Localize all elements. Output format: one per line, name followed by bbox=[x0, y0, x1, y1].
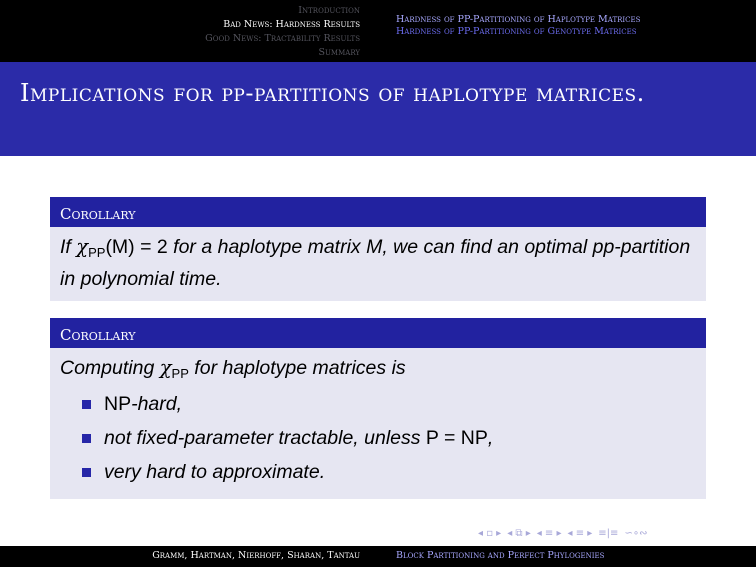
item-text: -hard, bbox=[131, 393, 183, 415]
chi-symbol: χ bbox=[76, 235, 89, 258]
intro-text: Computing bbox=[60, 357, 160, 379]
chi-expression: (M) = 2 bbox=[105, 236, 168, 258]
bullet-square-icon bbox=[82, 434, 91, 443]
item-text: very hard to approximate. bbox=[104, 461, 326, 483]
list-item bbox=[82, 391, 696, 418]
bullet-square-icon bbox=[82, 400, 91, 409]
bullet-square-icon bbox=[82, 468, 91, 477]
nav-section-introduction[interactable]: Introduction bbox=[298, 5, 360, 16]
footer-authors: Gramm, Hartman, Nierhoff, Sharan, Tantau bbox=[0, 546, 378, 567]
intro-text-rest: for haplotype matrices is bbox=[188, 357, 406, 379]
list-item bbox=[82, 425, 696, 452]
nav-subsection-haplotype[interactable]: Hardness of PP-Partitioning of Haplotype Matrices bbox=[396, 14, 641, 25]
nav-section-good-news[interactable]: Good News: Tractability Results bbox=[205, 33, 360, 44]
corollary-body bbox=[50, 348, 706, 499]
subsection-navigation bbox=[378, 0, 756, 62]
corollary-body bbox=[50, 227, 706, 301]
corollary-block-1 bbox=[50, 197, 706, 301]
align-nav-icon[interactable]: ≡|≡ bbox=[598, 528, 619, 539]
corollary-block-2 bbox=[50, 318, 706, 499]
item-text-end: , bbox=[487, 427, 494, 449]
section-nav-icon[interactable]: ◂ ≡ ▸ bbox=[536, 528, 562, 539]
search-icon[interactable]: ∽∘∾ bbox=[624, 528, 648, 539]
np-text: NP bbox=[104, 393, 132, 415]
nav-subsection-genotype[interactable]: Hardness of PP-Partitioning of Genotype Matrices bbox=[396, 26, 637, 37]
section-navigation bbox=[0, 0, 378, 62]
corollary-list bbox=[60, 391, 696, 486]
equation-text: P = NP bbox=[425, 427, 488, 449]
corollary-heading: Corollary bbox=[50, 197, 706, 227]
header-bar bbox=[0, 0, 756, 62]
corollary-heading: Corollary bbox=[50, 318, 706, 348]
nav-section-bad-news[interactable]: Bad News: Hardness Results bbox=[223, 19, 360, 30]
subsection-frame-nav-icon[interactable]: ◂ ⧉ ▸ bbox=[507, 528, 531, 539]
footer-talk-title: Block Partitioning and Perfect Phylogenies bbox=[378, 546, 756, 567]
subsection-nav-icon[interactable]: ◂ ≡ ▸ bbox=[567, 528, 593, 539]
footer-bar bbox=[0, 546, 756, 567]
chi-symbol: χ bbox=[159, 356, 172, 379]
navigation-symbols bbox=[478, 528, 748, 542]
corollary-intro bbox=[60, 354, 696, 387]
frame-title: Implications for pp-partitions of haplotype matrices. bbox=[0, 62, 756, 156]
nav-section-summary[interactable]: Summary bbox=[318, 47, 360, 58]
list-item bbox=[82, 459, 696, 486]
item-text: not fixed-parameter tractable, unless bbox=[104, 427, 426, 449]
frame-nav-icon[interactable]: ◂ ▫ ▸ bbox=[478, 528, 502, 539]
chi-subscript: PP bbox=[88, 245, 106, 260]
corollary-text: If bbox=[60, 236, 77, 258]
corollary-text-rest: for a haplotype matrix M, we can find an optimal pp-partition in polynomial time. bbox=[60, 236, 691, 290]
chi-subscript: PP bbox=[171, 366, 189, 381]
